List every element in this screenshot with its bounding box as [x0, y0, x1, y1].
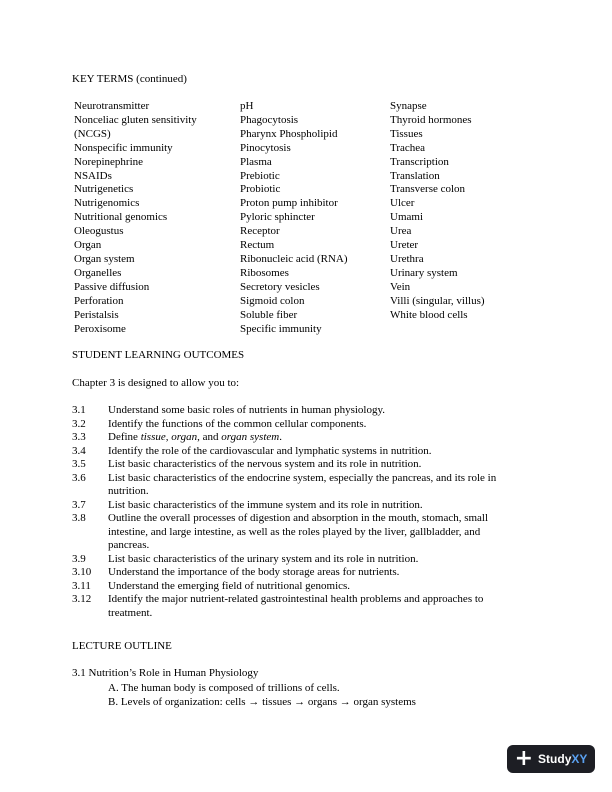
key-term: Proton pump inhibitor [240, 197, 338, 210]
key-term: Ribonucleic acid (RNA) [240, 252, 348, 265]
key-term: Soluble fiber [240, 308, 298, 321]
outcome-item [72, 458, 522, 472]
outcome-number: 3.10 [72, 566, 92, 578]
key-term: Phagocytosis [240, 113, 299, 126]
outcome-number: 3.11 [72, 579, 91, 592]
key-term: Norepinephrine [74, 155, 144, 168]
key-term: Passive diffusion [74, 280, 150, 293]
outcome-number: 3.12 [72, 593, 92, 605]
key-term: Neurotransmitter [74, 100, 150, 112]
outcome-text: List basic characteristics of the urinary system and its role in nutrition. [108, 552, 419, 565]
outline-item-a: A. The human body is composed of trillions of cells. [108, 682, 340, 694]
outcome-item [72, 445, 522, 459]
key-term: Pinocytosis [240, 141, 291, 154]
key-term: Secretory vesicles [240, 280, 320, 293]
outcome-number: 3.5 [72, 458, 86, 470]
key-term: Perforation [74, 294, 124, 307]
outcome-text: Understand some basic roles of nutrients in human physiology. [108, 404, 385, 416]
key-terms-column-3 [390, 100, 485, 336]
key-term: Thyroid hormones [390, 113, 472, 126]
outcome-number: 3.4 [72, 444, 86, 457]
outcome-text: Outline the overall processes of digestion and absorption in the mouth, stomach, small intestine, and large intestine, as well as the roles played by the liver, gallbladder, and pancreas. [108, 512, 489, 551]
outcome-text: Identify the functions of the common cellular components. [108, 417, 367, 430]
key-term: Pharynx Phospholipid [240, 127, 338, 140]
outcome-item [72, 404, 522, 418]
key-term: Pyloric sphincter [240, 211, 315, 224]
outcome-item [72, 472, 522, 499]
key-term: Villi (singular, villus) [390, 294, 485, 307]
lecture-section-title: 3.1 Nutrition’s Role in Human Physiology [72, 667, 259, 679]
key-term: Vein [390, 280, 411, 293]
key-term: Umami [390, 211, 423, 224]
key-term: Trachea [390, 141, 426, 154]
outcome-item [72, 566, 522, 580]
outcomes-intro: Chapter 3 is designed to allow you to: [72, 377, 240, 389]
key-term: Organ system [74, 252, 135, 265]
outcome-text: Identify the major nutrient-related gastrointestinal health problems and approaches to treatment. [108, 593, 484, 619]
outcome-item [72, 512, 522, 553]
key-term: Sigmoid colon [240, 294, 305, 307]
key-term: White blood cells [390, 308, 468, 321]
key-term: Probiotic [240, 183, 281, 196]
key-term: Nutrigenomics [74, 197, 140, 210]
key-term: Organ [74, 239, 102, 252]
key-terms-table [74, 100, 485, 336]
lecture-outline-items [108, 681, 416, 709]
outcome-number: 3.7 [72, 498, 86, 511]
outcome-item [72, 418, 522, 432]
key-term: Ulcer [390, 197, 415, 210]
key-term: Receptor [240, 225, 280, 238]
key-term: Transverse colon [390, 183, 466, 196]
key-terms-column-2 [240, 100, 390, 336]
key-term: Specific immunity [240, 322, 322, 335]
key-term: Urethra [390, 252, 424, 265]
outline-item-b: B. Levels of organization: cells → tissues → organs → organ systems [108, 696, 416, 708]
key-term: Tissues [390, 127, 423, 140]
outcome-item [72, 593, 522, 620]
outcome-number: 3.8 [72, 512, 86, 524]
outcome-item [72, 553, 522, 567]
outcome-text: List basic characteristics of the endocrine system, especially the pancreas, and its role in nutrition. [108, 471, 497, 497]
outcome-number: 3.6 [72, 471, 86, 484]
key-term: Organelles [74, 266, 122, 279]
outcome-number: 3.1 [72, 404, 86, 416]
lecture-heading: LECTURE OUTLINE [72, 640, 172, 652]
key-term: Synapse [390, 100, 427, 112]
key-term: Nutrigenetics [74, 183, 134, 196]
outcome-text: Understand the emerging field of nutritional genomics. [108, 579, 351, 592]
outcomes-list [72, 404, 522, 620]
outcome-item [72, 499, 522, 513]
key-term: Nutritional genomics [74, 211, 168, 224]
key-terms-column-1 [74, 100, 240, 336]
key-term: (NCGS) [74, 127, 111, 140]
key-term: Rectum [240, 239, 275, 252]
key-term: Nonceliac gluten sensitivity [74, 113, 197, 126]
key-term: Nonspecific immunity [74, 141, 173, 154]
studyxy-logo: StudyXY [538, 752, 588, 766]
outcomes-heading: STUDENT LEARNING OUTCOMES [72, 349, 245, 361]
outcome-text: Define tissue, organ, and organ system. [108, 431, 282, 443]
key-term: Urea [390, 225, 412, 238]
key-term: NSAIDs [74, 169, 112, 182]
outcome-item [72, 431, 522, 445]
key-terms-heading: KEY TERMS (continued) [72, 73, 187, 85]
outcome-text: List basic characteristics of the immune system and its role in nutrition. [108, 498, 423, 511]
plus-icon: + [514, 746, 534, 771]
key-term: Peristalsis [74, 308, 119, 321]
key-term: Peroxisome [74, 322, 126, 335]
key-term: Urinary system [390, 266, 458, 279]
key-term: Plasma [240, 155, 272, 168]
outcome-number: 3.9 [72, 552, 86, 565]
outcome-text: Identify the role of the cardiovascular and lymphatic systems in nutrition. [108, 444, 432, 457]
outcome-item [72, 580, 522, 594]
key-term: Transcription [390, 155, 449, 168]
outcome-number: 3.2 [72, 417, 86, 430]
key-term: Translation [390, 169, 440, 182]
outcome-number: 3.3 [72, 431, 86, 443]
key-term: Ribosomes [240, 266, 289, 279]
outcome-text: Understand the importance of the body storage areas for nutrients. [108, 566, 400, 578]
studyxy-badge[interactable] [507, 745, 595, 773]
key-term: pH [240, 100, 254, 112]
outcome-text: List basic characteristics of the nervous system and its role in nutrition. [108, 458, 422, 470]
key-term: Oleogustus [74, 225, 124, 238]
key-term: Ureter [390, 239, 419, 252]
key-term: Prebiotic [240, 169, 280, 182]
